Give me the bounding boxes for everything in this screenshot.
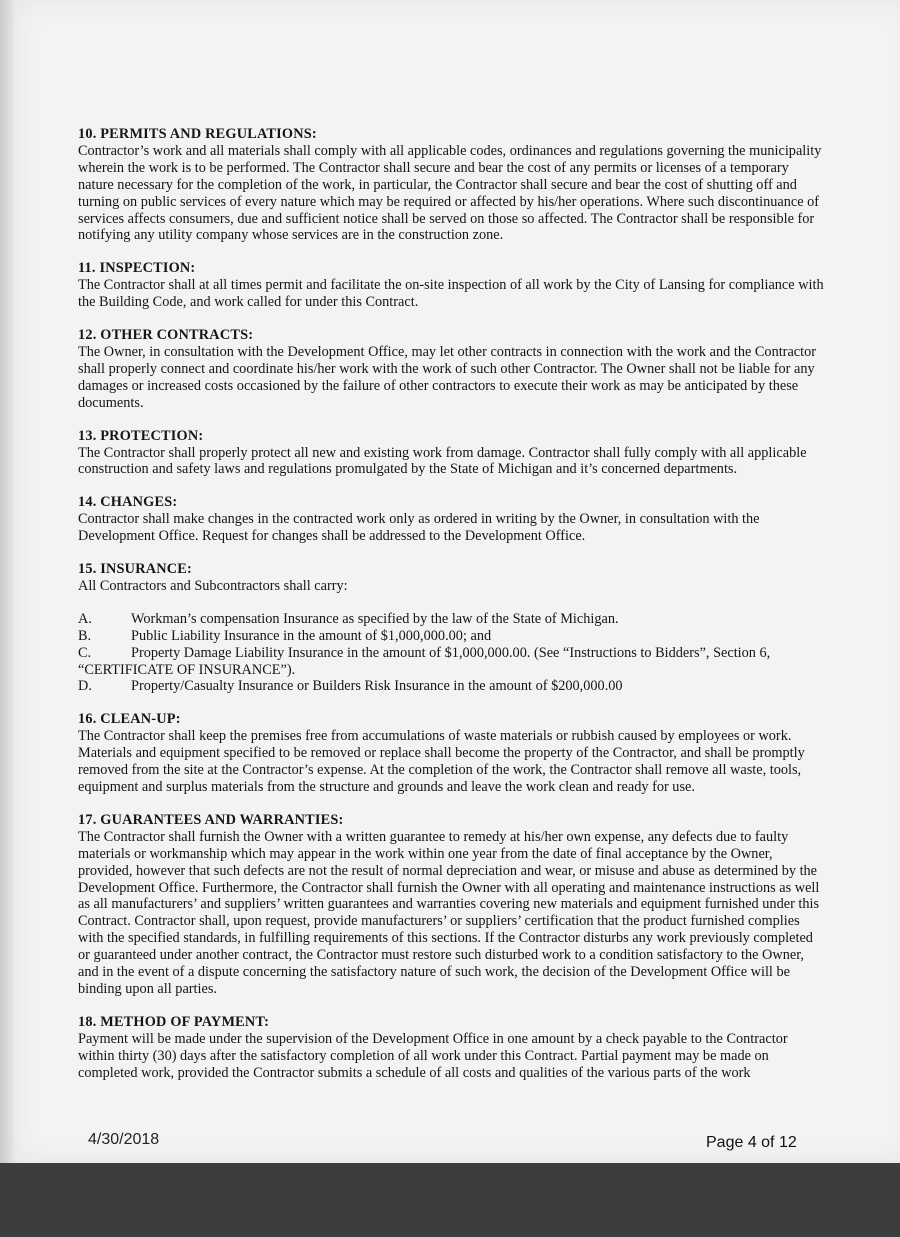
section-heading: 14. CHANGES: bbox=[78, 494, 178, 511]
section-heading: 16. CLEAN-UP: bbox=[78, 711, 181, 728]
list-item bbox=[78, 645, 826, 679]
section-body: Contractor’s work and all materials shall comply with all applicable codes, ordinances and regulations governing the municipality wherein the work is to be performed. The Contractor shall secure and bear the cost of any permits or licenses of a temporary nature necessary for the completion of the work, in particular, the Contractor shall secure and bear the cost of shutting off and turning on public services of every nature which may be required or affected by his/her operations. Where such discontinuance of services affects consumers, due and sufficient notice shall be served on those so affected. The Contractor shall be responsible for notifying any utility company whose services are in the construction zone. bbox=[78, 142, 822, 244]
scan-background bbox=[0, 1163, 900, 1237]
section-clean-up bbox=[78, 711, 826, 796]
section-heading: 11. INSPECTION: bbox=[78, 260, 196, 277]
section-body: The Owner, in consultation with the Development Office, may let other contracts in connection with the work and the Contractor shall properly connect and coordinate his/her work with the work of such other Contractor. The Owner shall not be liable for any damages or increased costs occasioned by the failure of other contractors to execute their work as may be anticipated by these documents. bbox=[78, 343, 817, 411]
section-protection bbox=[78, 428, 826, 479]
section-heading: 12. OTHER CONTRACTS: bbox=[78, 327, 254, 344]
list-item-letter: B. bbox=[78, 627, 92, 644]
list-item bbox=[78, 628, 826, 645]
list-item-letter: D. bbox=[78, 678, 92, 695]
list-item-letter: A. bbox=[78, 610, 92, 627]
section-insurance bbox=[78, 561, 826, 695]
section-body: The Contractor shall keep the premises free from accumulations of waste materials or rubbish caused by employees or work. Materials and equipment specified to be removed or replace shall become the property of the Contractor, and shall be promptly removed from the site at the Contractor’s expense. At the completion of the work, the Contractor shall remove all waste, tools, equipment and surplus materials from the structure and grounds and leave the work clean and ready for use. bbox=[78, 728, 805, 795]
list-item-text: Property/Casualty Insurance or Builders Risk Insurance in the amount of $200,000.00 bbox=[131, 678, 623, 695]
section-changes bbox=[78, 494, 826, 545]
section-body: Payment will be made under the supervision of the Development Office in one amount by a check payable to the Contractor within thirty (30) days after the satisfactory completion of all work under this Contract. Partial payment may be made on completed work, provided the Contractor submits a schedule of all costs and qualities of the various parts of the work bbox=[78, 1030, 788, 1081]
section-body: Contractor shall make changes in the contracted work only as ordered in writing by the Owner, in consultation with the Development Office. Request for changes shall be addressed to the Development Office. bbox=[78, 511, 760, 545]
section-payment bbox=[78, 1014, 826, 1082]
insurance-list bbox=[78, 611, 826, 696]
section-permits bbox=[78, 126, 826, 244]
scan-edge bbox=[0, 0, 14, 1163]
section-guarantees bbox=[78, 812, 826, 998]
section-body: All Contractors and Subcontractors shall carry: bbox=[78, 577, 348, 594]
section-body: The Contractor shall furnish the Owner with a written guarantee to remedy at his/her own expense, any defects due to faulty materials or workmanship which may appear in the work within one year from the date of final acceptance by the Owner, provided, however that such defects are not the result of normal depreciation and wear, or misuse and abuse as determined by the Development Office. Furthermore, the Contractor shall furnish the Owner with all operating and maintenance instructions as well as all manufacturers’ and suppliers’ written guarantees and warranties covering new materials and equipment furnished under this Contract. Contractor shall, upon request, provide manufacturers’ or suppliers’ certification that the product furnished complies with the specified standards, in fulfilling requirements of this sections. If the Contractor disturbs any work previously completed or guaranteed under another contract, the Contractor must restore such disturbed work to a condition satisfactory to the Owner, and in the event of a dispute concerning the satisfactory nature of such work, the decision of the Development Office will be binding upon all parties. bbox=[78, 828, 820, 997]
page-number: Page 4 of 12 bbox=[706, 1134, 797, 1151]
section-inspection bbox=[78, 260, 826, 311]
section-heading: 15. INSURANCE: bbox=[78, 561, 193, 578]
section-heading: 10. PERMITS AND REGULATIONS: bbox=[78, 126, 317, 142]
section-body: The Contractor shall properly protect all new and existing work from damage. Contractor shall fully comply with all applicable construction and safety laws and regulations promulgated by the State of Michigan and it’s concerned departments. bbox=[78, 444, 807, 478]
list-item-text: Workman’s compensation Insurance as specified by the law of the State of Michigan. bbox=[131, 610, 619, 627]
document-body bbox=[78, 126, 826, 1098]
list-item-text: Public Liability Insurance in the amount of $1,000,000.00; and bbox=[131, 627, 492, 644]
section-heading: 17. GUARANTEES AND WARRANTIES: bbox=[78, 811, 344, 828]
section-other-contracts bbox=[78, 327, 826, 412]
section-body: The Contractor shall at all times permit and facilitate the on-site inspection of all work by the City of Lansing for compliance with the Building Code, and work called for under this Contract. bbox=[78, 277, 824, 311]
list-item-text: Property Damage Liability Insurance in the amount of $1,000,000.00. (See “Instructions to Bidders”, Section 6, “CERTIFICATE OF INSURANCE”). bbox=[78, 644, 771, 678]
list-item bbox=[78, 611, 826, 628]
footer-date: 4/30/2018 bbox=[88, 1131, 160, 1148]
section-heading: 13. PROTECTION: bbox=[78, 427, 204, 444]
list-item-letter: C. bbox=[78, 644, 92, 661]
section-heading: 18. METHOD OF PAYMENT: bbox=[78, 1013, 270, 1030]
list-item bbox=[78, 678, 826, 695]
